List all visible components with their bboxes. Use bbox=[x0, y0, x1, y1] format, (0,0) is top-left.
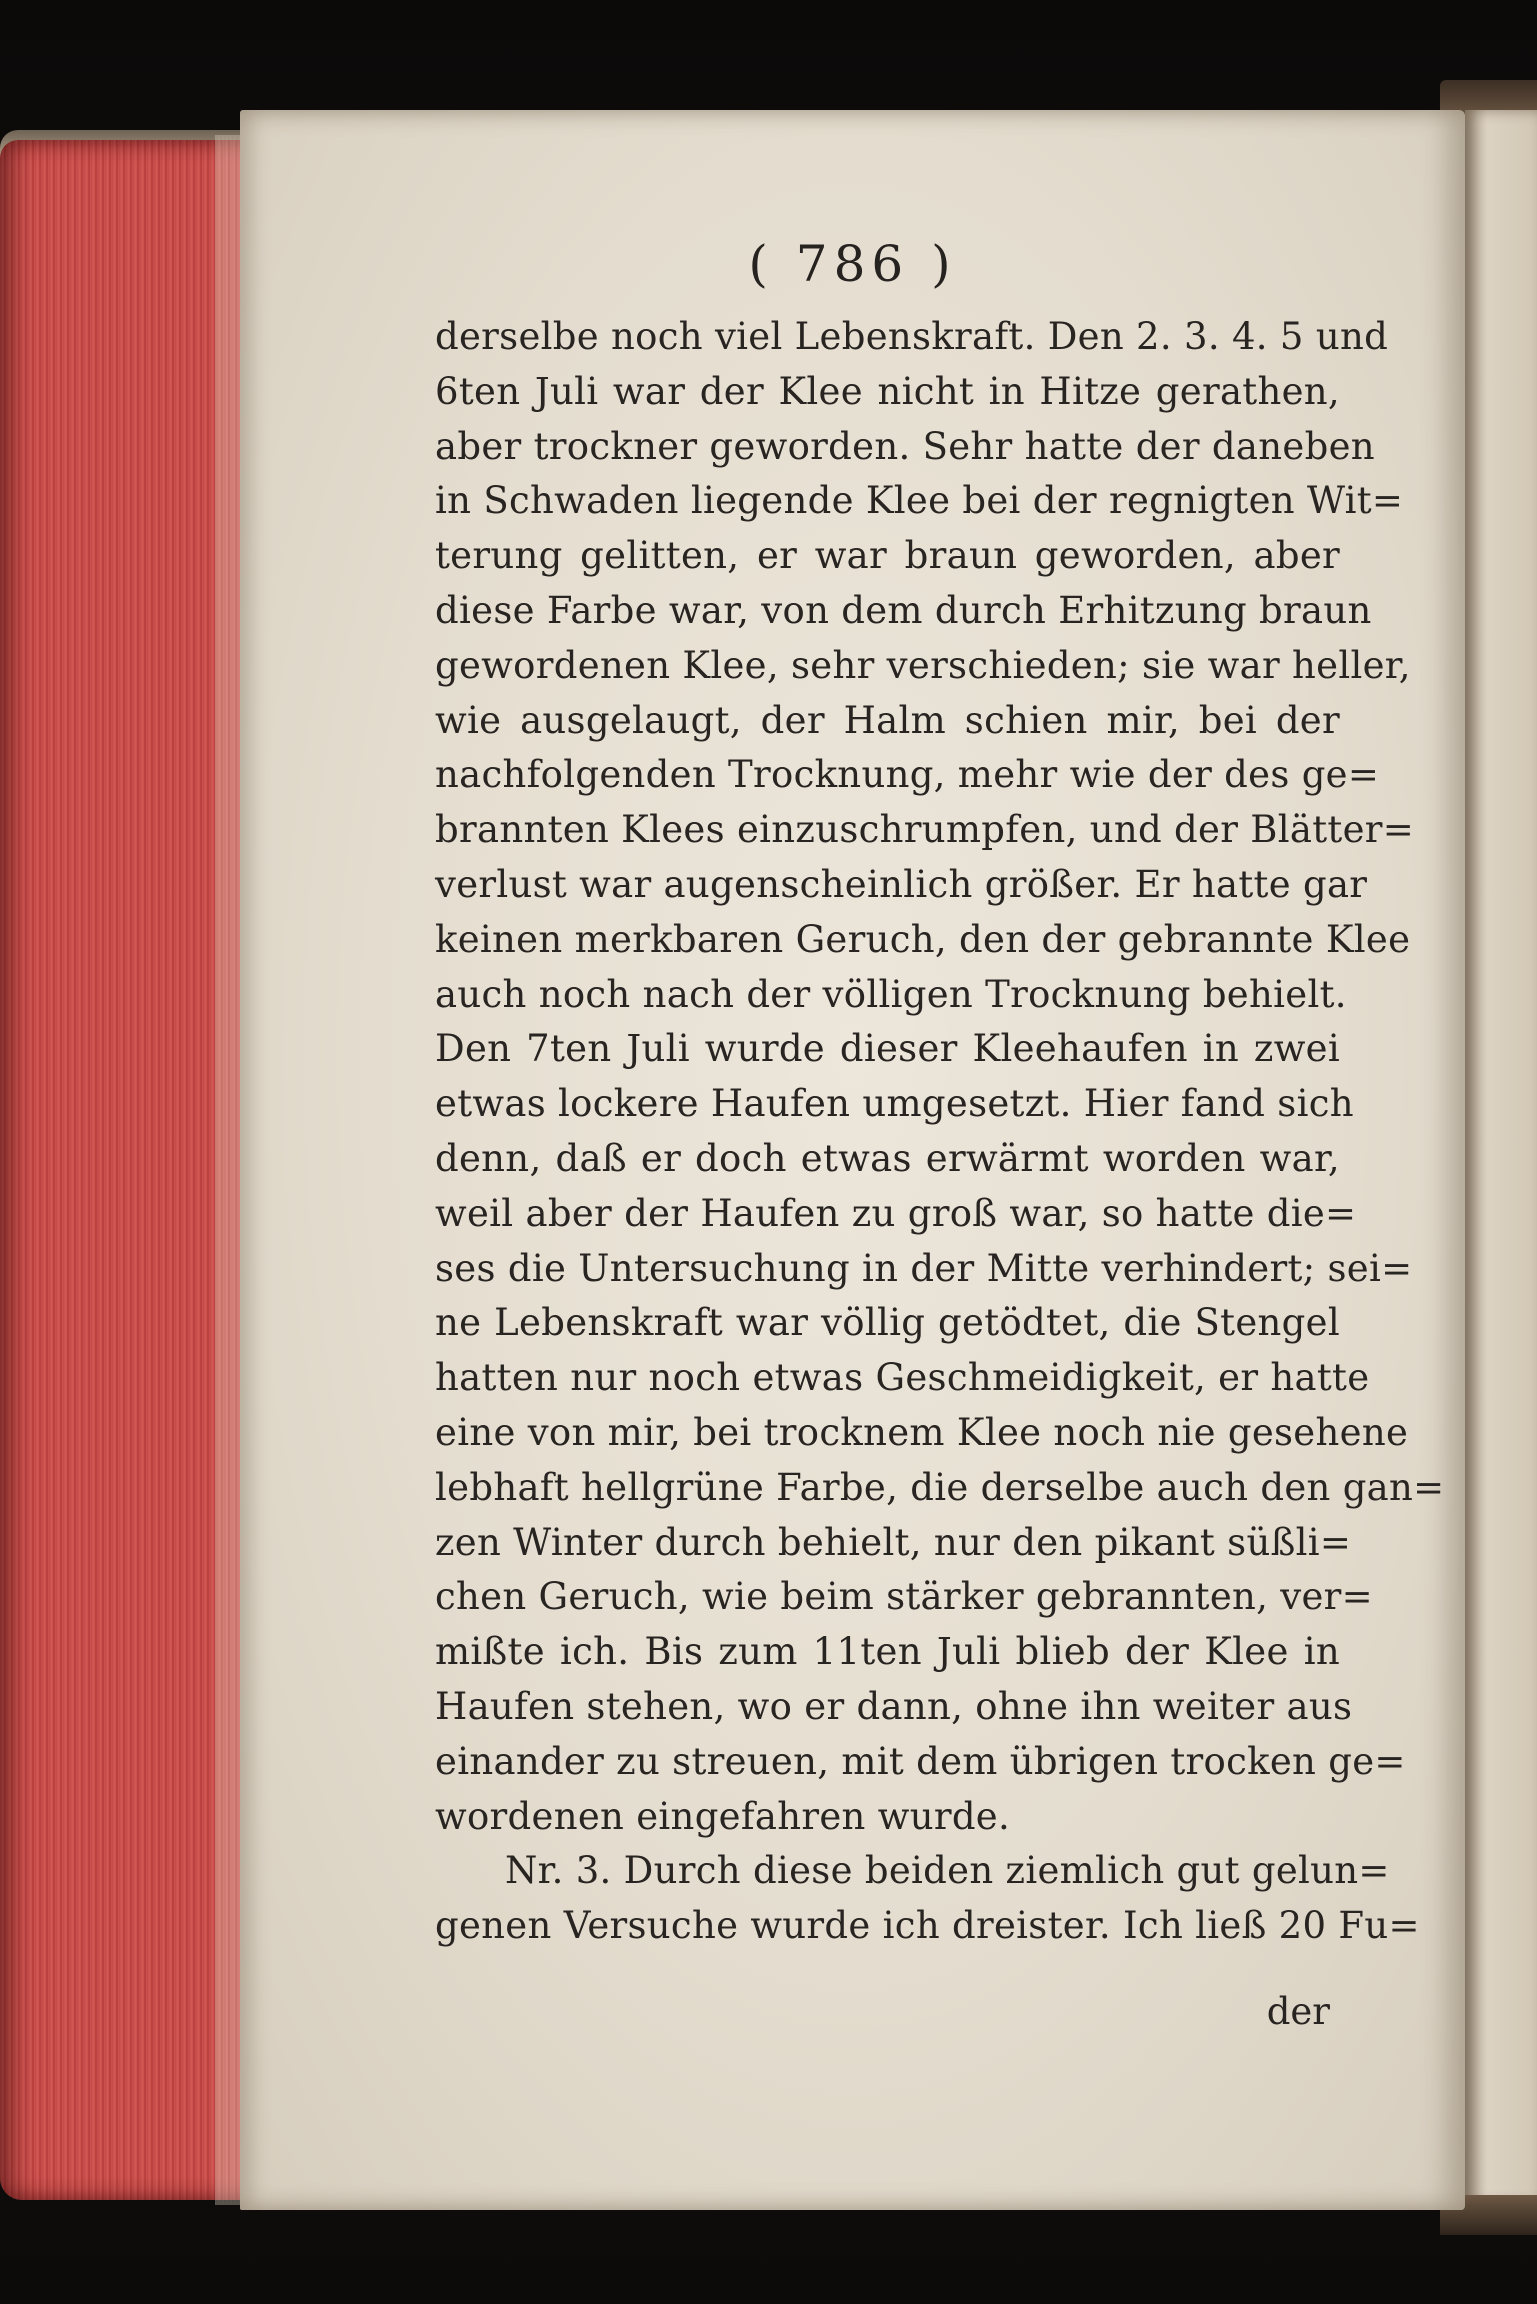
text-line: aber trockner geworden. Sehr hatte der daneben bbox=[435, 424, 1375, 468]
text-line: eine von mir, bei trocknem Klee noch nie gesehene bbox=[435, 1410, 1409, 1454]
open-book bbox=[0, 110, 1537, 2220]
text-line: Nr. 3. Durch diese beiden ziemlich gut gelun= bbox=[505, 1849, 1390, 1893]
text-line: einander zu streuen, mit dem übrigen trocken ge= bbox=[435, 1739, 1406, 1783]
text-line: etwas lockere Haufen umgesetzt. Hier fand sich bbox=[435, 1082, 1354, 1126]
right-page-edge bbox=[1465, 110, 1537, 2205]
text-line: in Schwaden liegende Klee bei der regnigten Wit= bbox=[435, 479, 1404, 523]
text-line: chen Geruch, wie beim stärker gebrannten, ver= bbox=[435, 1575, 1373, 1619]
text-line: wie ausgelaugt, der Halm schien mir, bei der bbox=[435, 698, 1340, 742]
text-line: Den 7ten Juli wurde dieser Kleehaufen in zwei bbox=[435, 1027, 1340, 1071]
text-line: mißte ich. Bis zum 11ten Juli blieb der Klee in bbox=[435, 1630, 1340, 1674]
text-line: derselbe noch viel Lebenskraft. Den 2. 3. 4. 5 und bbox=[435, 315, 1389, 358]
text-line: ses die Untersuchung in der Mitte verhindert; sei= bbox=[435, 1246, 1413, 1290]
text-line: verlust war augenscheinlich größer. Er hatte gar bbox=[435, 862, 1368, 906]
text-line: brannten Klees einzuschrumpfen, und der Blätter= bbox=[435, 808, 1415, 852]
text-line: ne Lebenskraft war völlig getödtet, die Stengel bbox=[435, 1301, 1340, 1345]
text-line: keinen merkbaren Geruch, den der gebrannte Klee bbox=[435, 917, 1411, 961]
catchword: der bbox=[1266, 1990, 1330, 2033]
body-text bbox=[435, 310, 1445, 1954]
text-line: denn, daß er doch etwas erwärmt worden war, bbox=[435, 1136, 1340, 1180]
text-line: gewordenen Klee, sehr verschieden; sie war heller, bbox=[435, 643, 1411, 687]
text-line: wordenen eingefahren wurde. bbox=[435, 1794, 1011, 1838]
text-line: nachfolgenden Trocknung, mehr wie der des ge= bbox=[435, 753, 1380, 797]
left-page bbox=[240, 110, 1465, 2210]
text-line: hatten nur noch etwas Geschmeidigkeit, er hatte bbox=[435, 1356, 1370, 1400]
text-line: zen Winter durch behielt, nur den pikant süßli= bbox=[435, 1520, 1352, 1564]
text-line: Haufen stehen, wo er dann, ohne ihn weiter aus bbox=[435, 1684, 1353, 1728]
text-line: weil aber der Haufen zu groß war, so hatte die= bbox=[435, 1191, 1357, 1235]
text-line: genen Versuche wurde ich dreister. Ich ließ 20 Fu= bbox=[435, 1904, 1420, 1948]
text-line: 6ten Juli war der Klee nicht in Hitze gerathen, bbox=[435, 369, 1340, 413]
text-line: auch noch nach der völligen Trocknung behielt. bbox=[435, 972, 1347, 1016]
text-line: diese Farbe war, von dem durch Erhitzung braun bbox=[435, 588, 1372, 632]
text-line: lebhaft hellgrüne Farbe, die derselbe auch den gan= bbox=[435, 1465, 1445, 1509]
text-line: terung gelitten, er war braun geworden, aber bbox=[435, 534, 1340, 578]
page-number-header: ( 786 ) bbox=[748, 235, 957, 293]
